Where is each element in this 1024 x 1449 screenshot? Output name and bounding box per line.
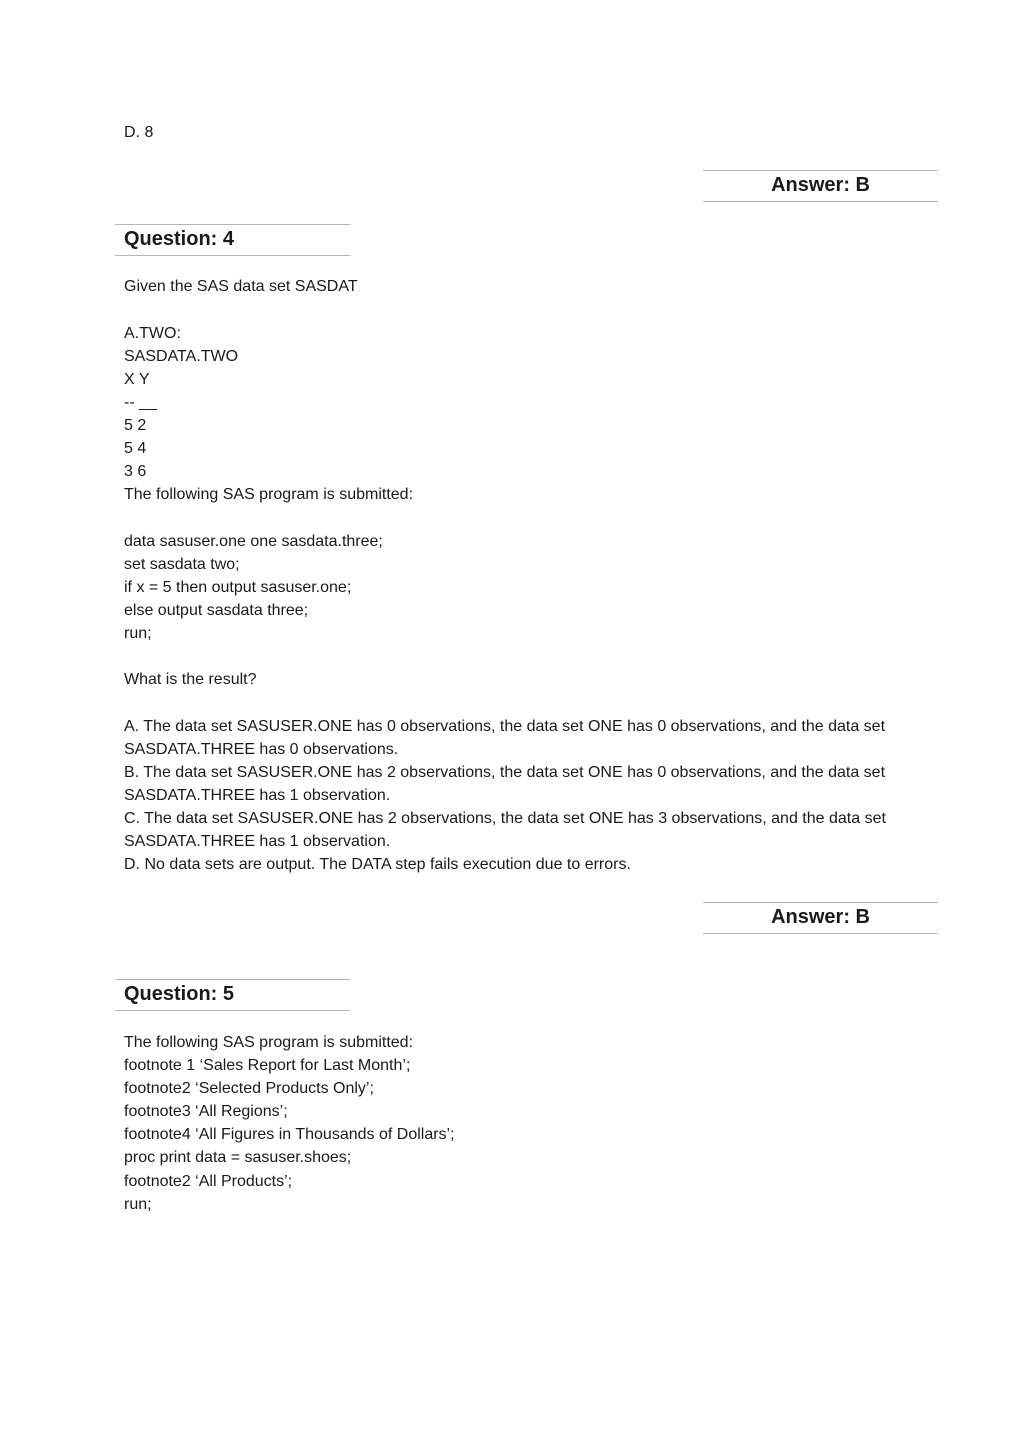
option-c-line: C. The data set SASUSER.ONE has 2 observations, the data set ONE has 3 observations, and the data set xyxy=(124,810,886,827)
option-d-line: D. No data sets are output. The DATA step fails execution due to errors. xyxy=(124,856,631,873)
question-4-line: X Y xyxy=(124,371,150,388)
answer-label: Answer: B xyxy=(771,174,870,196)
question-5-header xyxy=(115,979,350,1011)
question-4-line: The following SAS program is submitted: xyxy=(124,486,414,503)
code-line: run; xyxy=(124,1196,152,1213)
question-4-line: 5 2 xyxy=(124,417,147,434)
question-4-header xyxy=(115,224,350,256)
question-prompt: What is the result? xyxy=(124,671,257,688)
question-4-line: 3 6 xyxy=(124,463,147,480)
code-line: set sasdata two; xyxy=(124,556,240,573)
option-b-line: SASDATA.THREE has 1 observation. xyxy=(124,787,391,804)
question-4-line: -- __ xyxy=(124,394,157,411)
code-line: footnote4 ‘All Figures in Thousands of Dollars’; xyxy=(124,1126,455,1143)
code-line: footnote2 ‘All Products’; xyxy=(124,1173,293,1190)
option-a-line: A. The data set SASUSER.ONE has 0 observations, the data set ONE has 0 observations, and the data set xyxy=(124,718,886,735)
code-line: if x = 5 then output sasuser.one; xyxy=(124,579,352,596)
option-b-line: B. The data set SASUSER.ONE has 2 observations, the data set ONE has 0 observations, and the data set xyxy=(124,764,886,781)
question-5-line: The following SAS program is submitted: xyxy=(124,1034,414,1051)
code-line: data sasuser.one one sasdata.three; xyxy=(124,533,383,550)
answer-box-question-3 xyxy=(703,170,938,202)
question-5-title: Question: 5 xyxy=(124,983,235,1005)
question-4-line: SASDATA.TWO xyxy=(124,348,239,365)
code-line: proc print data = sasuser.shoes; xyxy=(124,1149,352,1166)
previous-option-d: D. 8 xyxy=(124,124,154,141)
code-line: footnote 1 ‘Sales Report for Last Month’; xyxy=(124,1057,411,1074)
option-c-line: SASDATA.THREE has 1 observation. xyxy=(124,833,391,850)
code-line: footnote2 ‘Selected Products Only’; xyxy=(124,1080,374,1097)
answer-label: Answer: B xyxy=(771,906,870,928)
question-4-line: A.TWO: xyxy=(124,325,181,342)
option-a-line: SASDATA.THREE has 0 observations. xyxy=(124,741,399,758)
question-4-line: 5 4 xyxy=(124,440,147,457)
code-line: footnote3 ‘All Regions’; xyxy=(124,1103,288,1120)
question-4-title: Question: 4 xyxy=(124,228,235,250)
code-line: run; xyxy=(124,625,152,642)
question-4-line: Given the SAS data set SASDAT xyxy=(124,278,358,295)
answer-box-question-4 xyxy=(703,902,938,934)
code-line: else output sasdata three; xyxy=(124,602,309,619)
